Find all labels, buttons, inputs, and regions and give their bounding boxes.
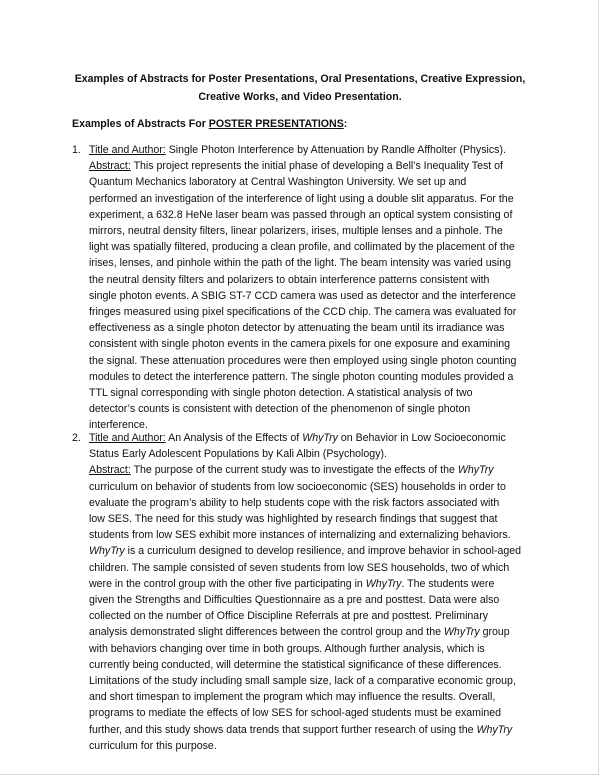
abstract-line (89, 527, 534, 543)
title-line-2: Creative Works, and Video Presentation. (198, 91, 402, 103)
abstract-text: further, and this study shows data trends that support further research of using the (89, 723, 477, 736)
abstract-body (89, 174, 534, 433)
abstract-text: group (479, 626, 510, 639)
title-line-1: Examples of Abstracts for Poster Presentations, Oral Presentations, Creative Expression, (74, 73, 526, 85)
abstract-line (89, 495, 534, 511)
abstract-line: Quantum Mechanics laboratory at Central Washington University. We set up and (89, 176, 467, 189)
abstract-line (89, 479, 534, 495)
title-author-label: Title and Author: (89, 432, 166, 444)
item-body (89, 142, 534, 434)
abstract-text: analysis demonstrated slight differences between the control group and the (89, 626, 444, 639)
abstract-line (89, 543, 534, 559)
abstract-line (89, 705, 534, 721)
abstract-line (89, 722, 534, 738)
abstract-line (89, 673, 534, 689)
abstract-first-line (89, 462, 534, 478)
abstract-line: light was spatially filtered, producing a clean profile, and collimated by the placement of the (89, 241, 515, 254)
abstract-text: given the Strengths and Difficulties Questionnaire as a pre and posttest. Data were also (89, 594, 500, 607)
abstract-label: Abstract: (89, 160, 131, 173)
abstract-line: the signal. These attenuation procedures were then employed using single photon counting (89, 354, 517, 367)
abstract-line: performed an investigation of the interference of light using a double slit apparatus. For the (89, 192, 514, 205)
section-heading-suffix: : (343, 118, 348, 130)
abstract-italic-text: WhyTry (365, 577, 402, 590)
section-heading-prefix: Examples of Abstracts For (72, 118, 209, 130)
abstract-line: fringes measured using pixel specifications of the CCD chip. The camera was evaluated for (89, 306, 517, 319)
abstract-text: were in the control group with the other five participating in (89, 577, 366, 590)
abstract-text: students from low SES exhibit more instances of internalizing and externalizing behaviors. (89, 529, 511, 542)
abstract-line (89, 576, 534, 592)
abstract-line: irises, lenses, and pinhole within the path of the light. The beam intensity was varied using (89, 257, 512, 270)
abstract-text: curriculum on behavior of students from low socioeconomic (SES) households in order to (89, 480, 506, 493)
abstract-line (89, 738, 534, 754)
abstract-line: single photon events. A SBIG ST-7 CCD camera was used as detector and the interference (89, 289, 516, 302)
abstract-body (89, 479, 534, 754)
item-title-line (89, 142, 534, 158)
section-heading (72, 117, 347, 131)
abstract-line: experiment, a 632.8 HeNe laser beam was passed through an optical system consisting of (89, 208, 513, 221)
abstract-first-text: The purpose of the current study was to investigate the effects of the (130, 464, 458, 477)
title-author-text: An Analysis of the Effects of (165, 432, 303, 444)
title-author-text-end: on Behavior in Low Socioeconomic (337, 432, 506, 444)
abstract-text: collected on the number of Office Discipline Referrals at pre and posttest. Preliminary (89, 610, 489, 623)
title-author-italic: WhyTry (302, 432, 338, 444)
abstract-first-italic: WhyTry (457, 464, 494, 477)
abstract-text: curriculum for this purpose. (89, 739, 217, 752)
abstract-line: the neutral density filters and polarizers to obtain interference patterns consistent with (89, 273, 490, 286)
abstract-italic-text: WhyTry (89, 545, 125, 558)
title-author-text: Single Photon Interference by Attenuation by Randle Affholter (Physics). (165, 144, 506, 156)
abstract-text: Limitations of the study including small sample size, lack of a comparative economic group, (89, 675, 516, 688)
abstract-first-text: This project represents the initial phase of developing a Bell’s Inequality Test of (130, 160, 503, 173)
abstract-line (89, 624, 534, 640)
abstract-line: TTL signal corresponding with single photon detection. A statistical analysis of two (89, 387, 473, 400)
abstract-text: and short timespan to implement the program which may influence the results. Overall, (89, 691, 496, 704)
abstract-line (89, 689, 534, 705)
abstract-text: . The students were (401, 577, 495, 590)
title-author-label: Title and Author: (89, 144, 166, 156)
section-heading-underlined: POSTER PRESENTATIONS (208, 118, 344, 130)
abstract-text: evaluate the program’s ability to help students cope with the risk factors associated with (89, 496, 500, 509)
item-number: 1. (72, 144, 81, 156)
abstract-text: currently being conducted, will determine the statistical significance of these differences. (89, 658, 502, 671)
abstract-text: programs to mediate the effects of low SES for school-aged students must be examined (89, 707, 502, 720)
abstract-first-line (89, 158, 534, 174)
abstract-text: low SES. The need for this study was highlighted by research findings that suggest that (89, 513, 498, 526)
abstract-line (89, 511, 534, 527)
abstract-text: is a curriculum designed to develop resilience, and improve behavior in school-aged (124, 545, 522, 558)
abstract-italic-text: WhyTry (476, 723, 513, 736)
abstract-line: mirrors, neutral density filters, linear polarizers, irises, multiple lenses and a pinhole. The (89, 225, 503, 238)
abstract-line: effectiveness as a single photon detector by attenuating the beam until its irradiance was (89, 322, 505, 335)
abstract-line (89, 560, 534, 576)
item-number: 2. (72, 432, 81, 444)
abstract-italic-text: WhyTry (443, 626, 480, 639)
abstract-line: detector’s counts is consistent with detection of the phenomenon of single photon (89, 403, 471, 416)
abstract-line: modules to detect the interference pattern. The single photon counting modules provided a (89, 370, 514, 383)
abstract-line: consistent with single photon events in the camera pixels for one exposure and examining (89, 338, 511, 351)
item-title-line (89, 430, 534, 446)
abstract-line (89, 608, 534, 624)
item-body (89, 430, 534, 754)
abstract-text: with behaviors changing over time in both groups. Although further analysis, which is (89, 642, 485, 655)
abstract-line (89, 657, 534, 673)
document-title (50, 70, 550, 106)
abstract-text: children. The sample consisted of seven students from low SES households, two of which (89, 561, 510, 574)
abstract-line (89, 641, 534, 657)
abstract-line: interference. (89, 419, 148, 432)
abstract-label: Abstract: (89, 464, 131, 477)
item-title-line-2: Status Early Adolescent Populations by Kali Albin (Psychology). (89, 448, 387, 461)
abstract-line (89, 592, 534, 608)
